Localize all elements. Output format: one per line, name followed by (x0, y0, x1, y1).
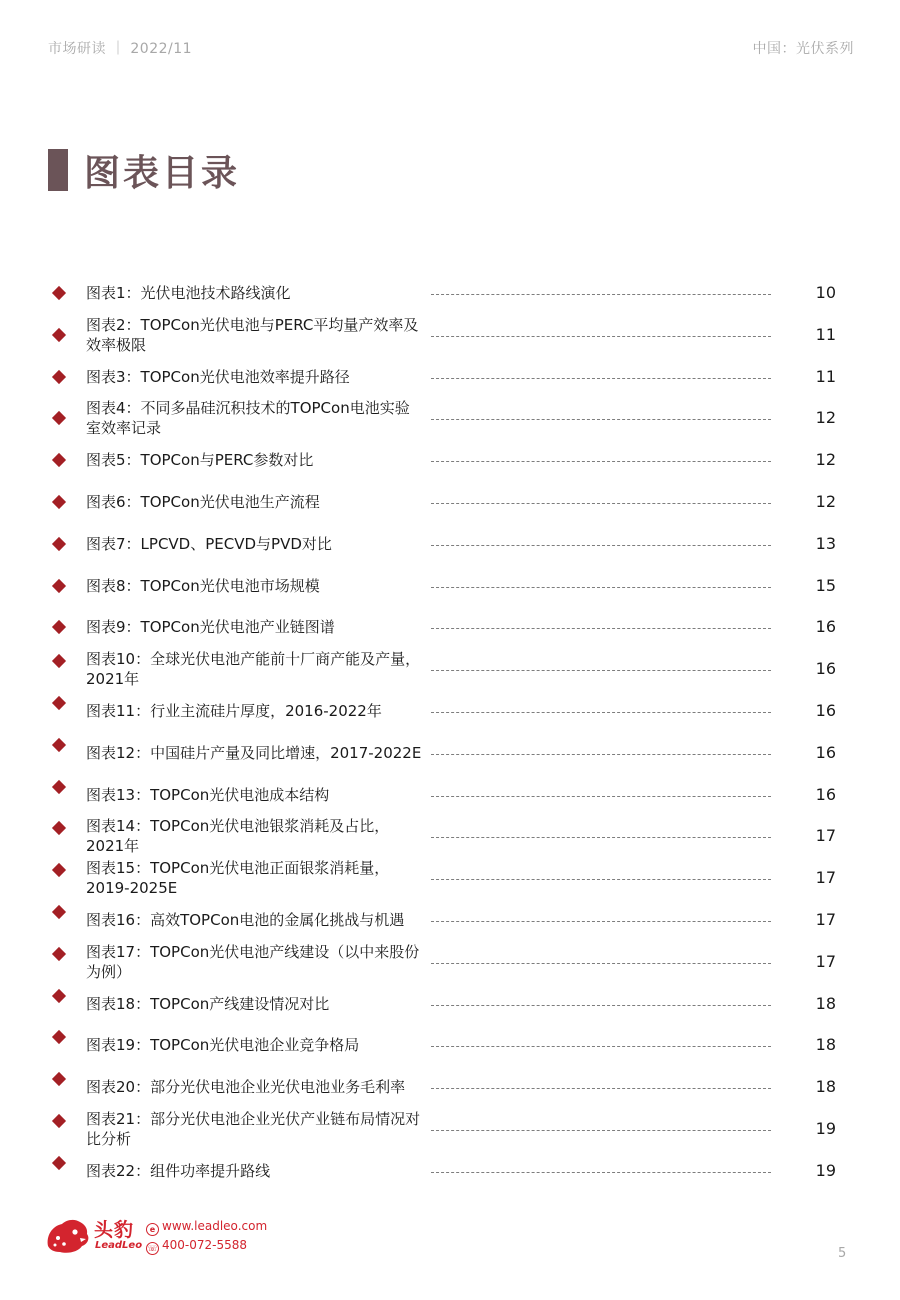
diamond-bullet-icon (52, 620, 66, 634)
diamond-bullet-icon (52, 1030, 66, 1044)
toc-entry-label: 图表7：LPCVD、PECVD与PVD对比 (86, 534, 332, 553)
toc-entry-label: 图表16：高效TOPCon电池的金属化挑战与机遇 (86, 911, 405, 929)
toc-entry-label: 图表11：行业主流硅片厚度，2016-2022年 (86, 702, 382, 720)
diamond-bullet-icon (52, 947, 66, 961)
toc-dot-leader (431, 879, 771, 880)
toc-dot-leader (431, 419, 771, 420)
toc-entry[interactable] (0, 690, 900, 732)
toc-dot-leader (431, 1046, 771, 1047)
toc-entry-page: 16 (815, 659, 836, 679)
website-link[interactable] (146, 1219, 267, 1236)
header-right: 中国：光伏系列 (752, 41, 854, 57)
diamond-bullet-icon (52, 453, 66, 467)
toc-entry-label: 图表10：全球光伏电池产能前十厂商产能及产量，2021年 (86, 650, 421, 689)
website-text: www.leadleo.com (162, 1219, 268, 1233)
toc-entry[interactable] (0, 272, 900, 314)
phone-number[interactable] (146, 1238, 247, 1255)
toc-dot-leader (431, 837, 771, 838)
footer-brand (44, 1214, 304, 1258)
toc-entry[interactable] (0, 314, 900, 356)
toc-entry-page: 13 (815, 533, 836, 553)
diamond-bullet-icon (52, 286, 66, 300)
toc-dot-leader (431, 336, 771, 337)
toc-dot-leader (431, 545, 771, 546)
toc-dot-leader (431, 921, 771, 922)
diamond-bullet-icon (52, 1114, 66, 1128)
diamond-bullet-icon (52, 863, 66, 877)
toc-entry[interactable] (0, 732, 900, 774)
logo-chinese: 头豹 (94, 1219, 135, 1241)
toc-dot-leader (431, 628, 771, 629)
toc-entry-label: 图表20：部分光伏电池企业光伏电池业务毛利率 (86, 1078, 406, 1097)
toc-dot-leader (431, 796, 771, 797)
toc-dot-leader (431, 1005, 771, 1006)
header-left: 市场研读 ｜ 2022/11 (48, 41, 193, 57)
toc-entry[interactable] (0, 397, 900, 439)
toc-entry[interactable] (0, 481, 900, 523)
toc-entry-label: 图表15：TOPCon光伏电池正面银浆消耗量，2019-2025E (86, 859, 390, 898)
toc-entry[interactable] (0, 648, 900, 690)
toc-entry[interactable] (0, 523, 900, 565)
toc-entry[interactable] (0, 774, 900, 816)
toc-entry-label: 图表19：TOPCon光伏电池企业竞争格局 (86, 1036, 360, 1055)
diamond-bullet-icon (52, 1156, 66, 1170)
leopard-logo-icon (44, 1216, 90, 1256)
diamond-bullet-icon (52, 537, 66, 551)
toc-entry-page: 12 (815, 450, 836, 470)
toc-entry[interactable] (0, 356, 900, 398)
diamond-bullet-icon (52, 696, 66, 710)
toc-entry[interactable] (0, 941, 900, 983)
toc-entry-label: 图表18：TOPCon产线建设情况对比 (86, 994, 330, 1013)
toc-entry[interactable] (0, 565, 900, 607)
phone-text: 400-072-5588 (162, 1238, 248, 1252)
toc-entry-page: 12 (815, 408, 836, 428)
toc-entry-page: 10 (815, 283, 836, 302)
toc-entry-page: 12 (815, 492, 836, 511)
toc-dot-leader (431, 1088, 771, 1089)
toc-dot-leader (431, 963, 771, 964)
e-icon: e (146, 1223, 159, 1236)
toc-entry-label: 图表6：TOPCon光伏电池生产流程 (86, 493, 320, 511)
toc-entry-page: 16 (815, 701, 836, 720)
toc-entry-label: 图表21：部分光伏电池企业光伏产业链布局情况对比分析 (86, 1110, 421, 1148)
toc-entry-page: 19 (815, 1119, 836, 1138)
diamond-bullet-icon (52, 738, 66, 752)
diamond-bullet-icon (52, 989, 66, 1003)
toc-entry-page: 17 (815, 826, 836, 846)
page-title: 图表目录 (84, 152, 241, 194)
toc-entry-page: 17 (815, 910, 836, 929)
toc-dot-leader (431, 754, 771, 755)
toc-entry[interactable] (0, 857, 900, 899)
toc-entry[interactable] (0, 899, 900, 941)
toc-entry-page: 18 (815, 993, 836, 1013)
toc-entry-page: 17 (815, 868, 836, 888)
toc-entry-page: 15 (815, 575, 836, 595)
page-title-block (48, 148, 240, 192)
diamond-bullet-icon (52, 579, 66, 593)
diamond-bullet-icon (52, 780, 66, 794)
toc-entry-page: 16 (815, 784, 836, 804)
toc-entry-label: 图表12：中国硅片产量及同比增速，2017-2022E (86, 743, 422, 762)
toc-entry-page: 19 (815, 1160, 836, 1180)
phone-icon: ☏ (147, 1244, 158, 1253)
page-number: 5 (838, 1246, 847, 1261)
toc-entry[interactable] (0, 1066, 900, 1108)
toc-dot-leader (431, 712, 771, 713)
toc-entry-label: 图表5：TOPCon与PERC参数对比 (86, 451, 314, 470)
diamond-bullet-icon (52, 370, 66, 384)
toc-dot-leader (431, 378, 771, 379)
diamond-bullet-icon (52, 654, 66, 668)
toc-dot-leader (431, 294, 771, 295)
toc-entry-page: 16 (815, 742, 836, 762)
diamond-bullet-icon (52, 821, 66, 835)
toc-entry[interactable] (0, 983, 900, 1025)
toc-entry[interactable] (0, 1108, 900, 1150)
diamond-bullet-icon (52, 905, 66, 919)
toc-entry-label: 图表14：TOPCon光伏电池银浆消耗及占比，2021年 (86, 817, 390, 856)
toc-entry-label: 图表17：TOPCon光伏电池产线建设（以中来股份为例） (86, 942, 420, 981)
toc-dot-leader (431, 587, 771, 588)
toc-entry-label: 图表1：光伏电池技术路线演化 (86, 284, 291, 302)
toc-dot-leader (431, 503, 771, 504)
toc-entry-page: 18 (815, 1077, 836, 1097)
diamond-bullet-icon (52, 328, 66, 342)
toc-entry[interactable] (0, 606, 900, 648)
toc-entry-page: 16 (815, 617, 836, 637)
toc-entry-label: 图表22：组件功率提升路线 (86, 1161, 271, 1180)
toc-entry-label: 图表9：TOPCon光伏电池产业链图谱 (86, 618, 335, 637)
toc-entry-label: 图表13：TOPCon光伏电池成本结构 (86, 785, 330, 804)
logo-english: LeadLeo (95, 1240, 143, 1251)
toc-dot-leader (431, 1172, 771, 1173)
toc-entry-page: 11 (815, 366, 836, 386)
toc-entry[interactable] (0, 439, 900, 481)
toc-dot-leader (431, 670, 771, 671)
diamond-bullet-icon (52, 495, 66, 509)
toc-entry-page: 17 (815, 951, 836, 971)
toc-entry[interactable] (0, 815, 900, 857)
toc-entry-label: 图表4：不同多晶硅沉积技术的TOPCon电池实验室效率记录 (86, 399, 410, 438)
toc-entry-label: 图表8：TOPCon光伏电池市场规模 (86, 576, 320, 595)
toc-entry[interactable] (0, 1150, 900, 1192)
diamond-bullet-icon (52, 1072, 66, 1086)
title-accent-bar (48, 149, 68, 191)
toc-dot-leader (431, 1130, 771, 1131)
diamond-bullet-icon (52, 411, 66, 425)
toc-entry-page: 11 (815, 324, 836, 344)
toc-entry[interactable] (0, 1024, 900, 1066)
toc-dot-leader (431, 461, 771, 462)
toc-entry-label: 图表2：TOPCon光伏电池与PERC平均量产效率及效率极限 (86, 315, 419, 354)
toc-entry-label: 图表3：TOPCon光伏电池效率提升路径 (86, 367, 350, 386)
toc-entry-page: 18 (815, 1035, 836, 1055)
